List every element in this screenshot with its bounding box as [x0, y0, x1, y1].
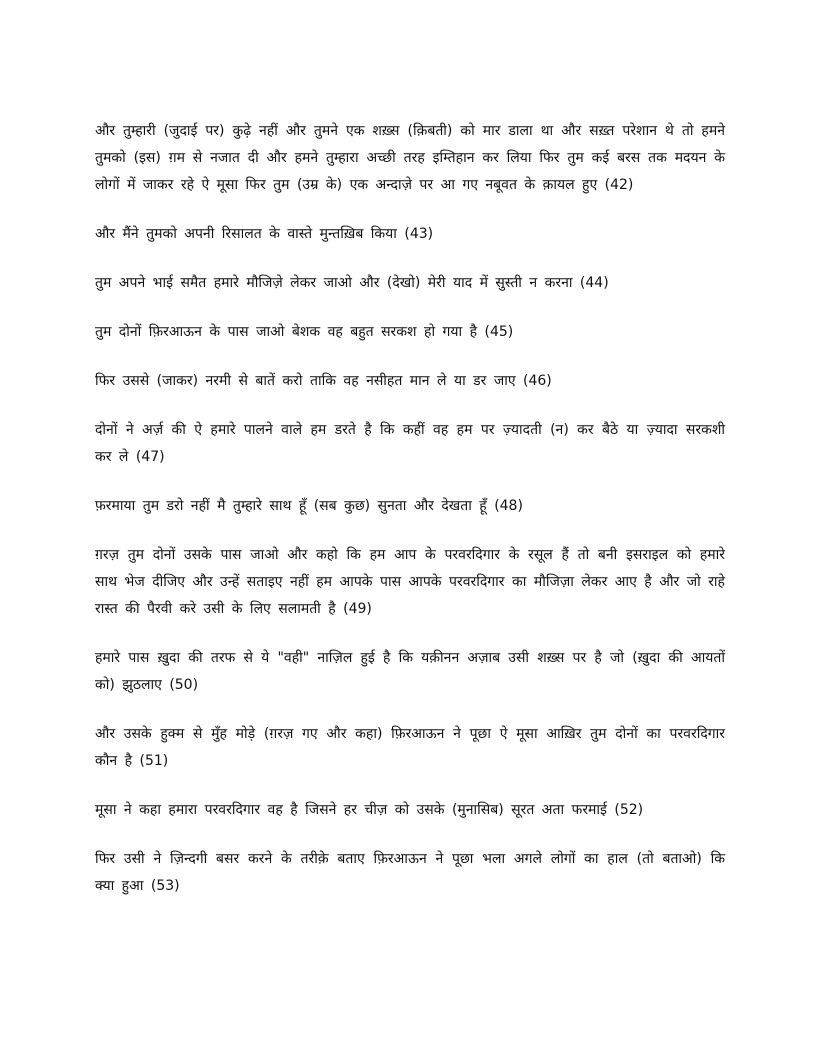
- verse-42: और तुम्हारी (जुदाई पर) कुढ़े नहीं और तुमने एक शख़्स (क़िबती) को मार डाला था और सख़्त परेशान थे तो हमने तुमको (इस) ग़म से नजात दी और हमने तुम्हारा अच्छी तरह इम्तिहान कर लिया फिर तुम कई बरस तक मदयन के लोगों में जाकर रहे ऐ मूसा फिर तुम (उम्र के) एक अन्दाज़े पर आ गए नबूवत के क़ायल हुए (42): [95, 123, 725, 193]
- verse-46: फिर उससे (जाकर) नरमी से बातें करो ताकि वह नसीहत मान ले या डर जाए (46): [95, 373, 552, 389]
- verse-53: फिर उसी ने ज़िन्दगी बसर करने के तरीक़े बताए फ़िरआऊन ने पूछा भला अगले लोगों का हाल (तो बताओ) कि क्या हुआ (53): [95, 851, 725, 894]
- verse-49: ग़रज़ तुम दोनों उसके पास जाओ और कहो कि हम आप के परवरदिगार के रसूल हैं तो बनी इसराइल को हमारे साथ भेज दीजिए और उन्हें सताइए नहीं हम आपके पास आपके परवरदिगार का मौजिज़ा लेकर आए है और जो राहे रास्त की पैरवी करे उसी के लिए सलामती है (49): [95, 547, 725, 617]
- verse-52: मूसा ने कहा हमारा परवरदिगार वह है जिसने हर चीज़ को उसके (मुनासिब) सूरत अता फरमाई (52): [95, 802, 644, 818]
- verse-50: हमारे पास ख़ुदा की तरफ से ये "वही" नाज़िल हुई है कि यक़ीनन अज़ाब उसी शख़्स पर है जो (ख़ुदा की आयतों को) झुठलाए (50): [95, 650, 725, 693]
- verse-48: फ़रमाया तुम डरो नहीं मै तुम्हारे साथ हूँ (सब कुछ) सुनता और देखता हूँ (48): [95, 498, 523, 514]
- verse-45: तुम दोनों फ़िरआऊन के पास जाओ बेशक वह बहुत सरकश हो गया है (45): [95, 324, 514, 340]
- verse-44: तुम अपने भाई समैत हमारे मौजिज़े लेकर जाओ और (देखो) मेरी याद में सुस्ती न करना (44): [95, 275, 609, 291]
- verse-51: और उसके हुक्म से मुँह मोड़े (ग़रज़ गए और कहा) फ़िरआऊन ने पूछा ऐ मूसा आख़िर तुम दोनों का परवरदिगार कौन है (51): [95, 726, 725, 769]
- verse-list: [95, 118, 725, 922]
- verse-47: दोनों ने अर्ज़ की ऐ हमारे पालने वाले हम डरते है कि कहीं वह हम पर ज़्यादती (न) कर बैठे या ज़्यादा सरकशी कर ले (47): [95, 422, 725, 465]
- verse-43: और मैंने तुमको अपनी रिसालत के वास्ते मुन्तख़िब किया (43): [95, 226, 434, 242]
